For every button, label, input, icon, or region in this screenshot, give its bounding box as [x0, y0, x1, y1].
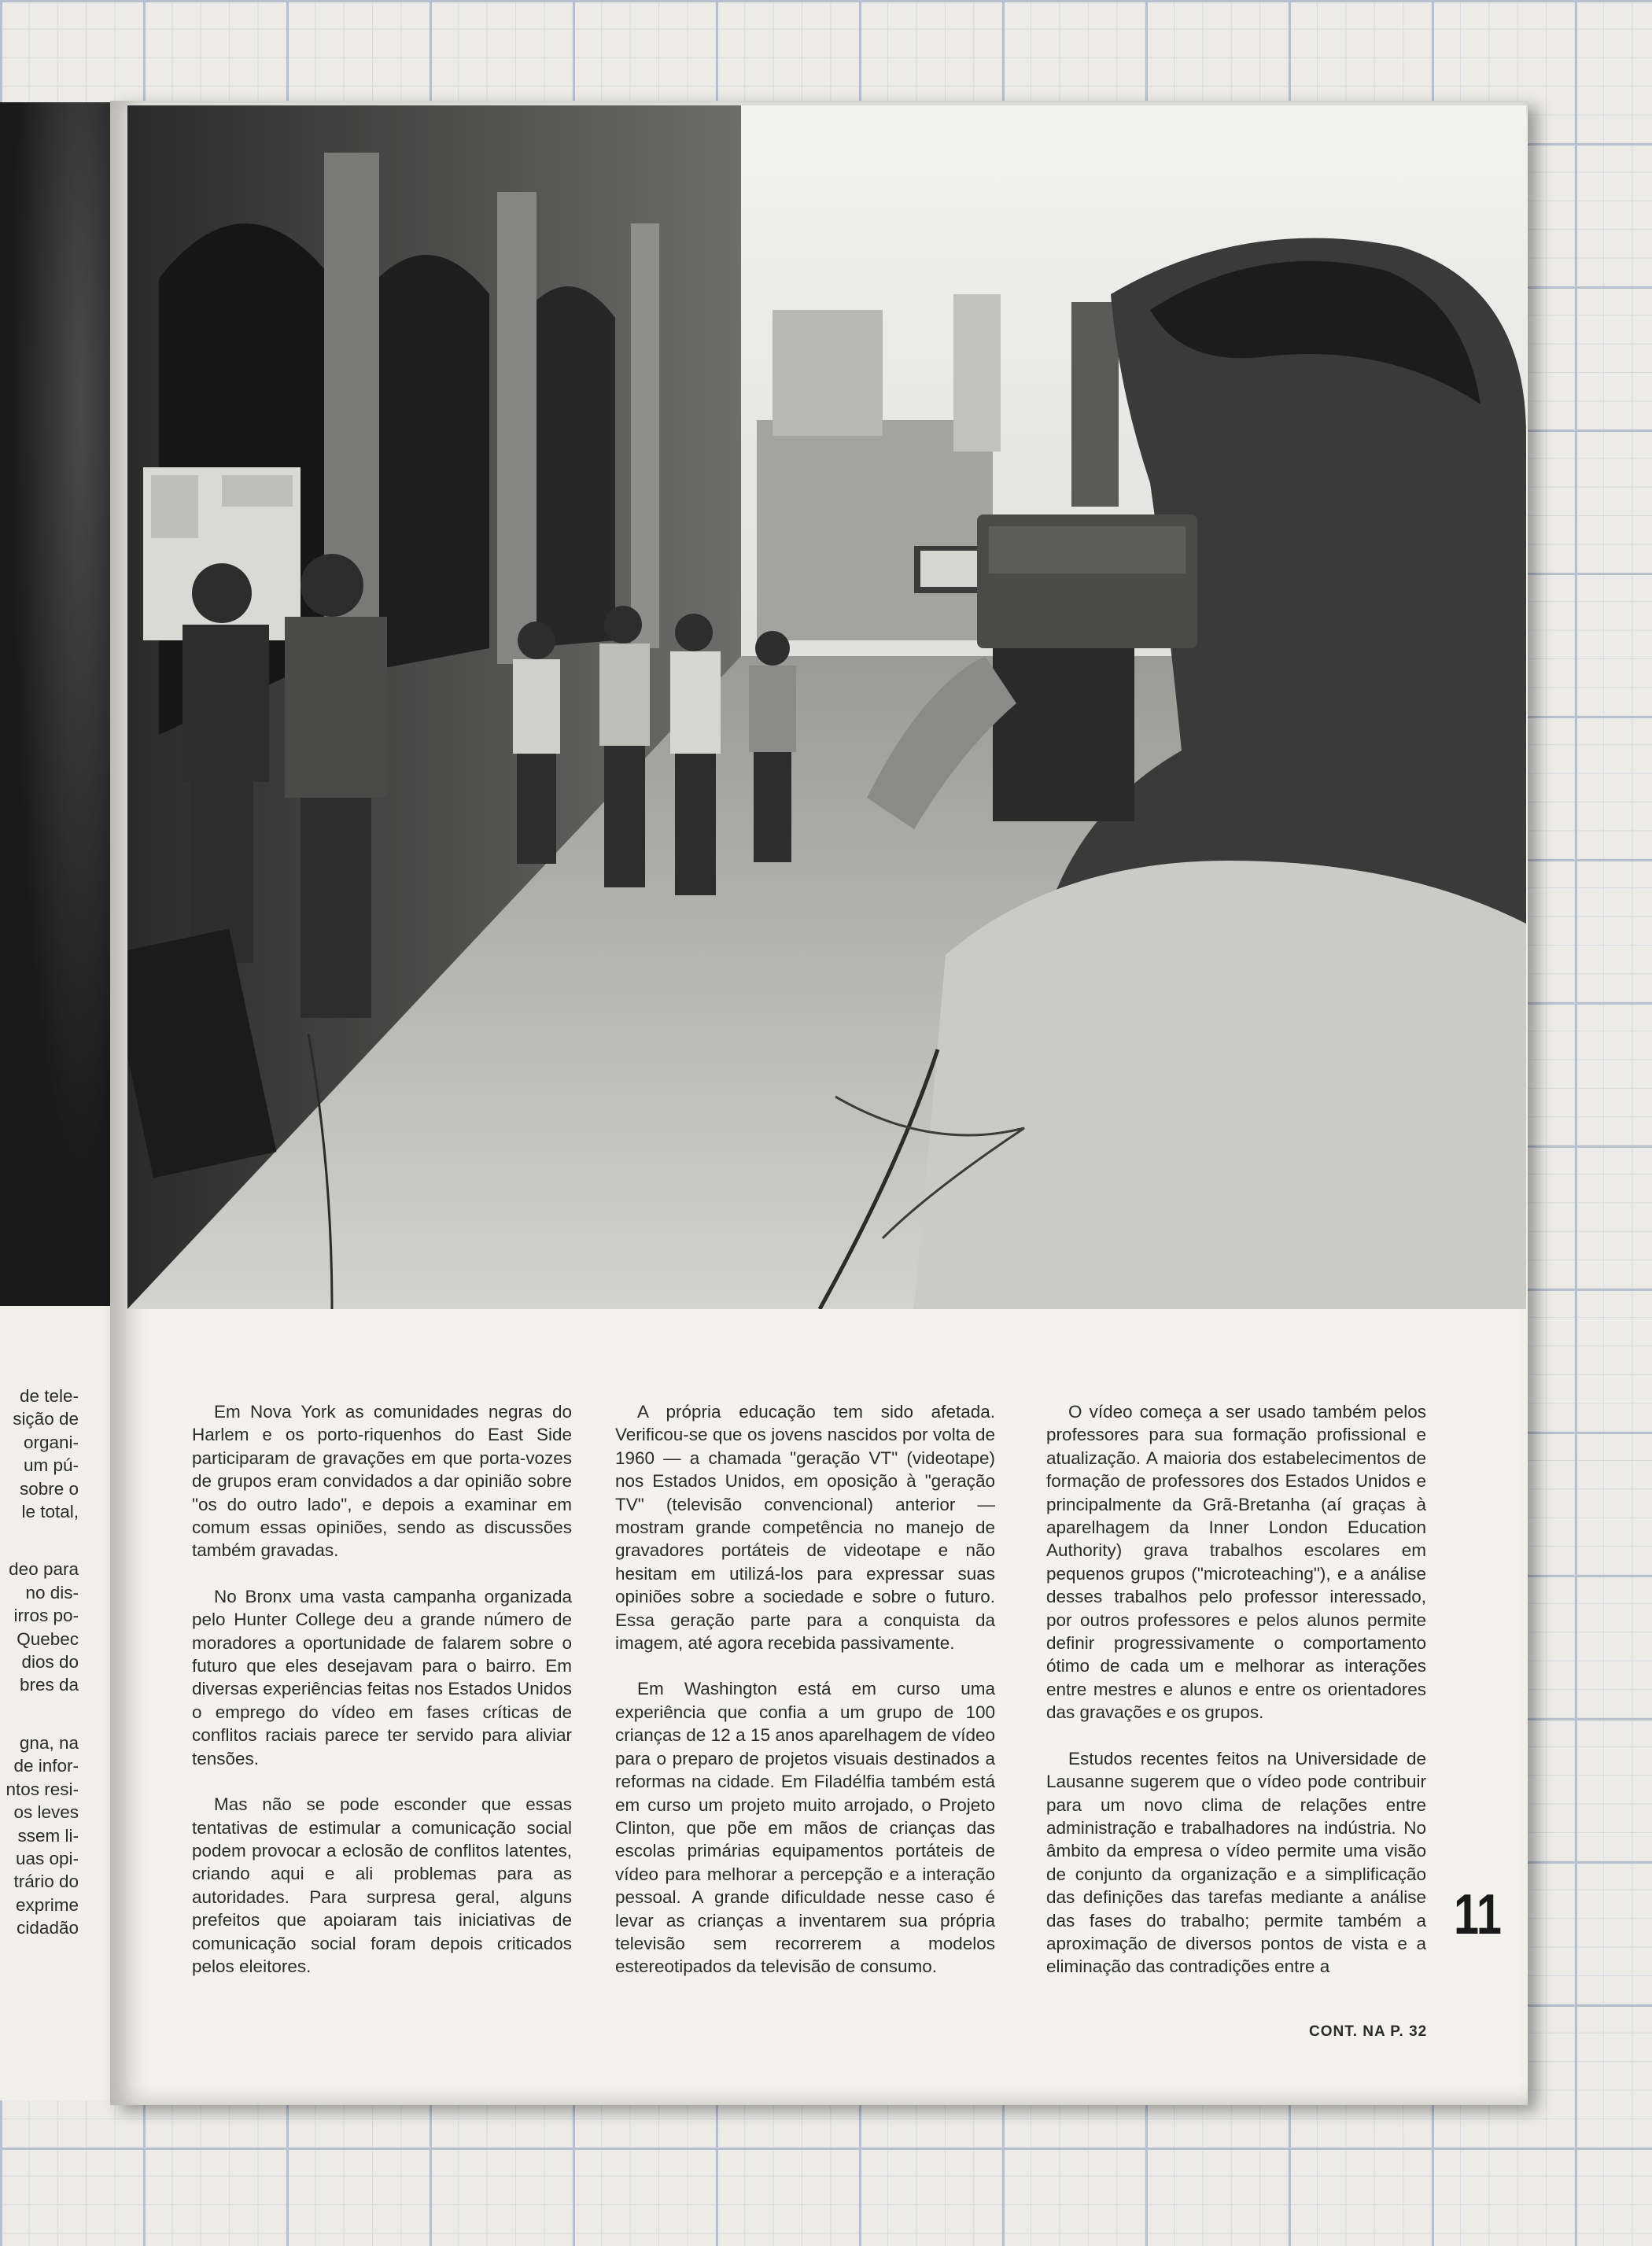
left-text-line: sição de — [13, 1409, 79, 1429]
left-text-line: bres da — [19, 1675, 79, 1695]
left-text-line: exprime — [15, 1894, 79, 1915]
left-text-line: os leves — [13, 1802, 79, 1823]
left-text-line: gna, na — [19, 1732, 79, 1753]
left-text-line: uas opi- — [15, 1848, 79, 1868]
left-text-line: dios do — [21, 1652, 79, 1673]
paragraph: O vídeo começa a ser usado também pelos professores para sua formação profissional e atualização. A maioria dos estabelecimentos de formação de professores dos Estados Unidos e principalmente da Grã-Bretanha (aí graças à aparelhagem da Inner London Education Authority) grava trabalhos escolares em pequenos grupos ("microteaching"), e a análise desses trabalhos pelo professor interessado, por outros professores e pelos alunos permite definir progressivamente o comportamento ótimo de cada um e melhorar as interações entre mestres e alunos e entre os orientadores das gravações e os grupos. — [1046, 1402, 1426, 1723]
street-video-recording-photo — [127, 105, 1526, 1309]
left-text-line: organi- — [23, 1432, 79, 1452]
left-text-line: ssem li- — [17, 1825, 79, 1846]
article-column-3 — [1046, 1400, 1426, 2001]
left-text-line: ntos resi- — [6, 1779, 79, 1799]
left-text-line: de tele- — [19, 1386, 79, 1406]
article-column-1 — [192, 1400, 572, 2001]
left-page-text-fragments — [0, 1385, 79, 1940]
left-text-line: um pú- — [23, 1455, 79, 1476]
paragraph: Em Nova York as comunidades negras do Harlem e os porto-riquenhos do East Side participaram de gravações em que porta-vozes de grupos eram convidados a dar opinião sobre "os do outro lado", e depois a examinar em comum essas opiniões, sendo as discussões também gravadas. — [192, 1402, 572, 1561]
paragraph: No Bronx uma vasta campanha organizada pelo Hunter College deu a grande número de moradores a oportunidade de falarem sobre o futuro que eles desejavam para o bairro. Em diversas experiências feitas nos Estados Unidos o emprego do vídeo em fases críticas de conflitos raciais parece ter servido para aliviar tensões. — [192, 1586, 572, 1768]
photo-illustration — [127, 105, 1526, 1309]
left-text-line: Quebec — [17, 1628, 79, 1649]
paragraph: Em Washington está em curso uma experiência que confia a um grupo de 100 crianças de 12 a 15 anos aparelhagem de vídeo para o preparo de projetos visuais destinados a reformas na cidade. Em Filadélfia também está em curso um projeto muito arrojado, o Projeto Clinton, que põe em mãos de crianças das escolas primárias equipamentos portáteis de vídeo para melhorar a percepção e a interação pessoal. A grande dificuldade nesse caso é levar as crianças a inventarem sua própria televisão sem recorrerem a modelos estereotipados da televisão de consumo. — [615, 1679, 995, 1977]
article-column-2 — [615, 1400, 995, 2001]
left-text-line — [0, 1697, 79, 1732]
paragraph: Mas não se pode esconder que essas tentativas de estimular a comunicação social podem provocar a eclosão de conflitos latentes, criando aqui e ali problemas para as autoridades. Para surpresa geral, alguns prefeitos que apoiaram tais iniciativas de comunicação social foram depois criticados pelos eleitores. — [192, 1794, 572, 1976]
left-text-line: sobre o — [19, 1478, 79, 1499]
left-text-line: trário do — [13, 1872, 79, 1892]
paragraph: A própria educação tem sido afetada. Verificou-se que os jovens nascidos por volta de 1960 — a chamada "geração VT" (videotape) nos Estados Unidos, em oposição à "geração TV" (televisão convencional) anterior — mostram grande competência no manejo de gravadores portáteis de videotape e não hesitam em utilizá-los para expressar suas opiniões sobre a sociedade e sobre o futuro. Essa geração parte para a conquista da imagem, até agora recebida passivamente. — [615, 1402, 995, 1654]
left-text-line — [0, 1523, 79, 1558]
page-number: 11 — [1454, 1883, 1502, 1946]
paragraph: Estudos recentes feitos na Universidade de Lausanne sugerem que o vídeo pode contribuir para um novo clima de relações entre administração e trabalhadores na indústria. No âmbito da empresa o vídeo permite uma visão de conjunto da organização e a simplificação das definições das tarefas mediante a análise das fases do trabalho; permite também a aproximação de diversos pontos de vista e a eliminação das contradições entre a — [1046, 1748, 1426, 1977]
magazine-page — [110, 101, 1528, 2105]
left-text-line: no dis- — [25, 1582, 79, 1602]
left-text-line: cidadão — [17, 1918, 79, 1938]
left-text-line: deo para — [9, 1559, 79, 1580]
left-text-line: irros po- — [13, 1606, 79, 1626]
left-text-line: de infor- — [13, 1756, 79, 1776]
left-text-line: le total, — [21, 1502, 79, 1522]
continuation-note: CONT. NA P. 32 — [1309, 2023, 1428, 2040]
